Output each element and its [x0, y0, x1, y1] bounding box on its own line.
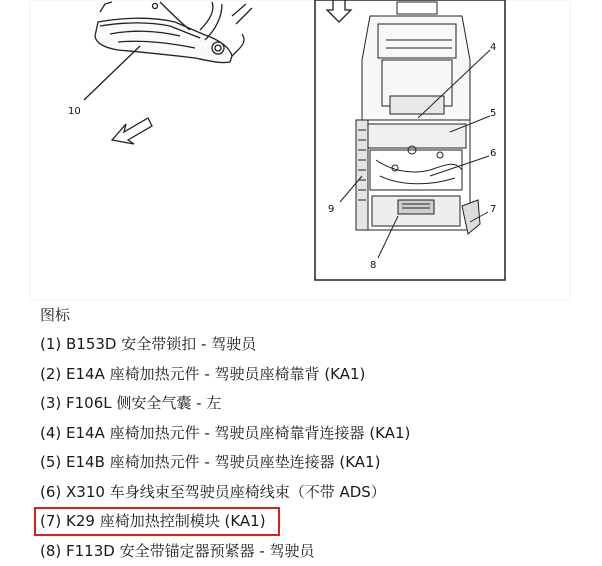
callout-8: 8 — [370, 260, 376, 271]
callout-4: 4 — [490, 42, 496, 53]
legend-item-6: (6) X310 车身线束至驾驶员座椅线束（不带 ADS） — [40, 478, 580, 508]
legend-item-7-highlighted: (7) K29 座椅加热控制模块 (KA1) — [36, 509, 278, 534]
legend-item-4: (4) E14A 座椅加热元件 - 驾驶员座椅靠背连接器 (KA1) — [40, 419, 580, 449]
legend-item-1: (1) B153D 安全带锁扣 - 驾驶员 — [40, 330, 580, 360]
callout-6: 6 — [490, 148, 496, 159]
legend-item-2: (2) E14A 座椅加热元件 - 驾驶员座椅靠背 (KA1) — [40, 360, 580, 390]
legend-title: 图标 — [40, 304, 580, 326]
legend-item-5: (5) E14B 座椅加热元件 - 驾驶员座垫连接器 (KA1) — [40, 448, 580, 478]
callout-5: 5 — [490, 108, 496, 119]
legend-item-7-row — [40, 507, 580, 537]
callout-9: 9 — [328, 204, 334, 215]
legend-item-8: (8) F113D 安全带锚定器预紧器 - 驾驶员 — [40, 537, 580, 566]
legend-item-3: (3) F106L 侧安全气囊 - 左 — [40, 389, 580, 419]
legend — [40, 304, 580, 566]
callout-7: 7 — [490, 204, 496, 215]
callout-10: 10 — [68, 106, 81, 117]
